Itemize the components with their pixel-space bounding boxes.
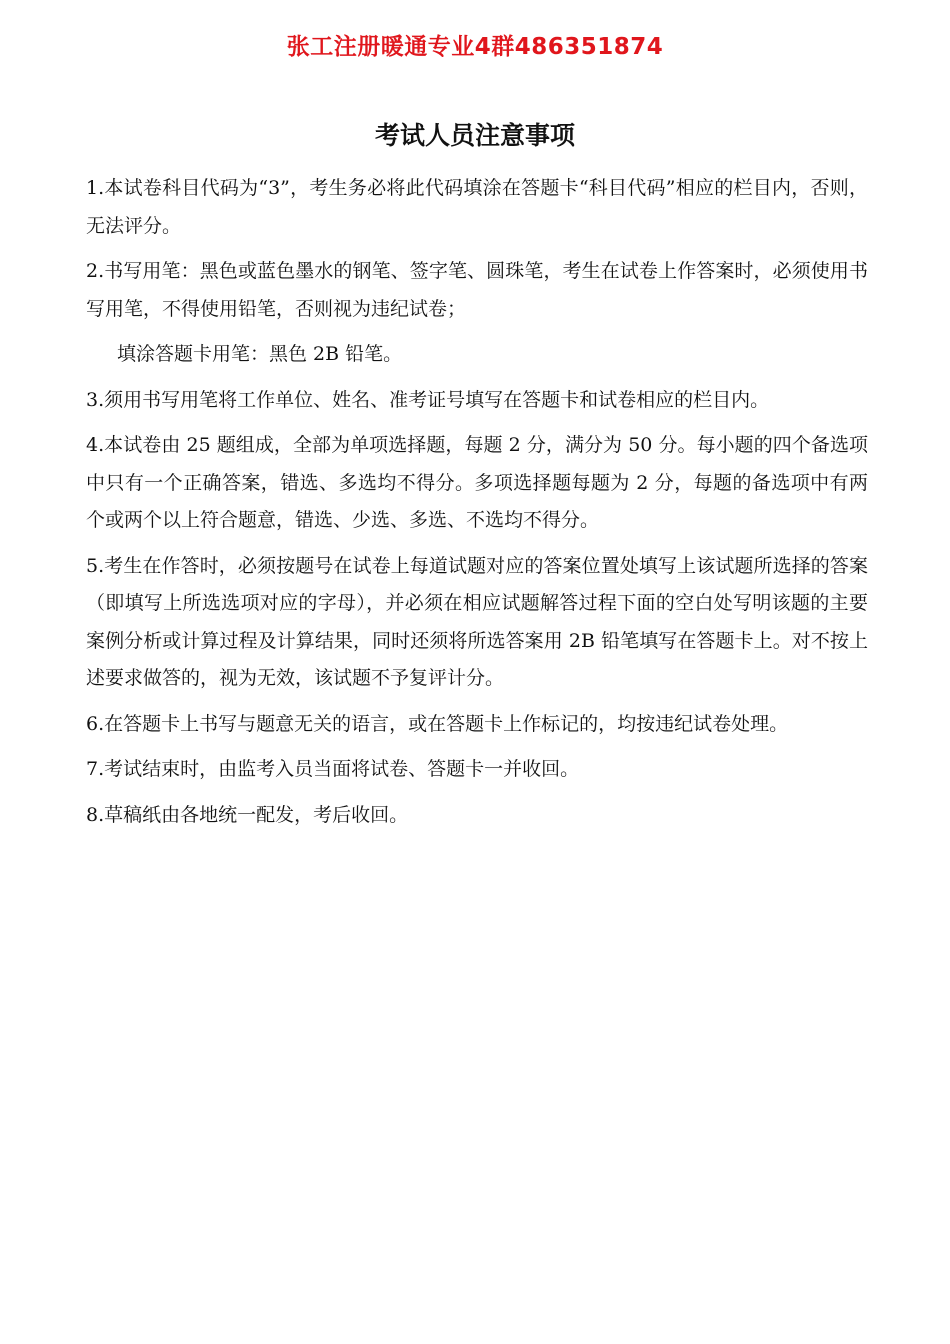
note-item-7: 7.考试结束时，由监考入员当面将试卷、答题卡一并收回。 — [86, 758, 580, 780]
document-title: 考试人员注意事项 — [374, 121, 575, 150]
note-item-6: 6.在答题卡上书写与题意无关的语言，或在答题卡上作标记的，均按违纪试卷处理。 — [86, 712, 789, 735]
note-item-5: 5.考生在作答时，必须按题号在试卷上每道试题对应的答案位置处填写上该试题所选择的答案（即填写上所选选项对应的字母），并必须在相应试题解答过程下面的空白处写明该题的主要案例分析或计算过程及计算结果，同时还须将所选答案用 2B 铅笔填写在答题卡上。对不按上述要求做答的，视为无效，该试题不予复评计分。 — [86, 554, 868, 689]
note-item-2-sub: 填涂答题卡用笔：黑色 2B 铅笔。 — [117, 343, 403, 365]
note-item-4: 4.本试卷由 25 题组成，全部为单项选择题，每题 2 分，满分为 50 分。每小题的四个备选项中只有一个正确答案，错选、多选均不得分。多项选择题每题为 2 分，每题的备选项中有两个或两个以上符合题意，错选、少选、多选、不选均不得分。 — [86, 434, 868, 531]
note-item-2: 2.书写用笔：黑色或蓝色墨水的钢笔、签字笔、圆珠笔，考生在试卷上作答案时，必须使用书写用笔，不得使用铅笔，否则视为违纪试卷； — [86, 260, 868, 320]
note-item-8: 8.草稿纸由各地统一配发，考后收回。 — [86, 803, 409, 826]
watermark-header: 张工注册暖通专业4群486351874 — [286, 34, 664, 60]
note-item-3: 3.须用书写用笔将工作单位、姓名、准考证号填写在答题卡和试卷相应的栏目内。 — [86, 388, 770, 411]
note-item-1: 1.本试卷科目代码为“3”，考生务必将此代码填涂在答题卡“科目代码”相应的栏目内，否则，无法评分。 — [86, 177, 868, 237]
notes-list — [86, 170, 868, 842]
